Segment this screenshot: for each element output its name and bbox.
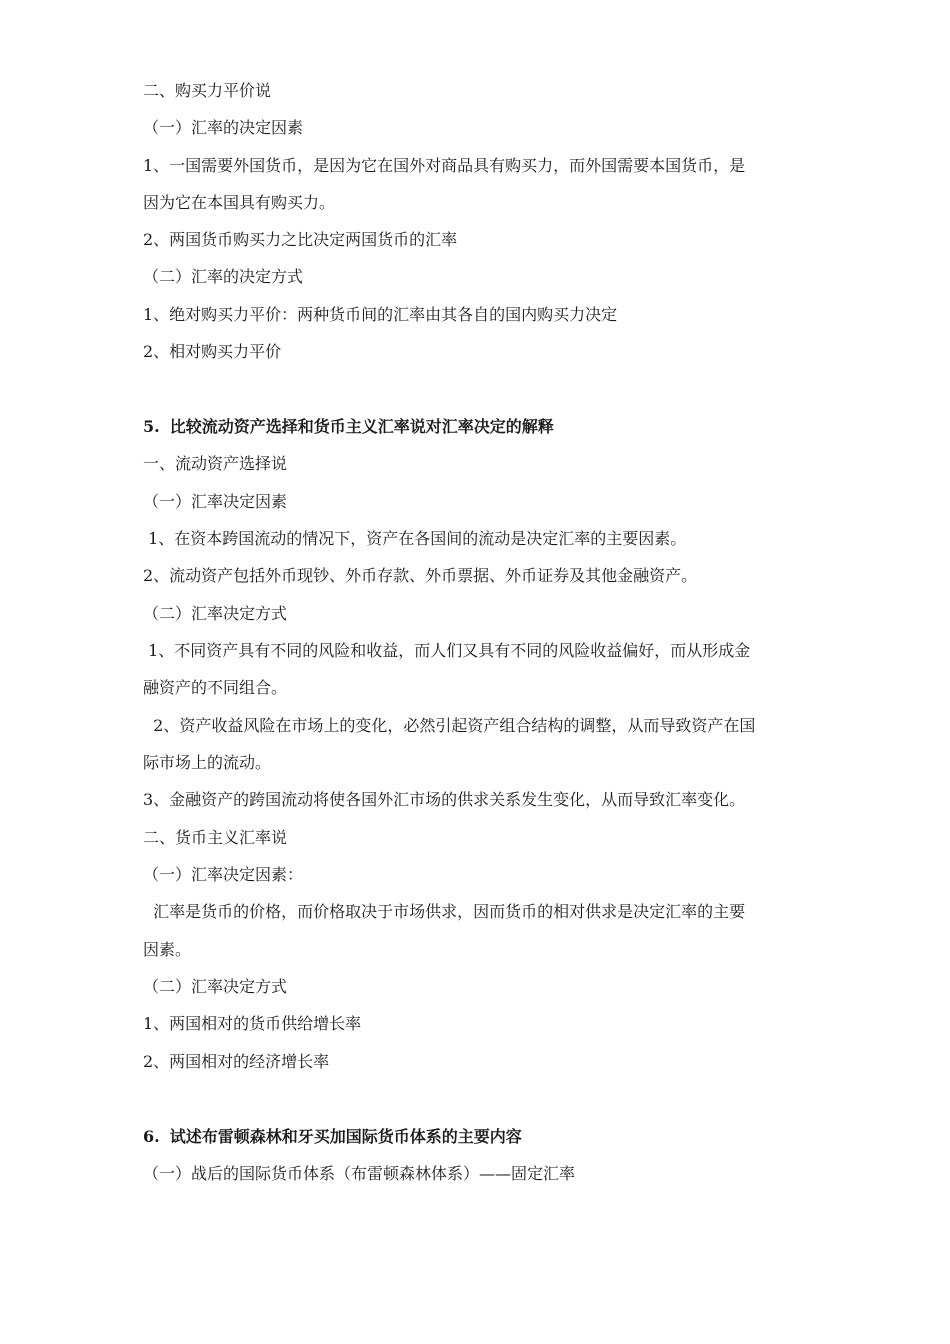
section-5-heading <box>143 416 823 438</box>
paragraph-line: 2、流动资产包括外币现钞、外币存款、外币票据、外币证券及其他金融资产。 <box>143 566 698 585</box>
section-5-title: 比较流动资产选择和货币主义汇率说对汇率决定的解释 <box>169 417 554 436</box>
paragraph-line: 2、两国货币购买力之比决定两国货币的汇率 <box>143 230 458 249</box>
paragraph-line: 融资产的不同组合。 <box>143 678 288 697</box>
section-6-title: 试述布雷顿森林和牙买加国际货币体系的主要内容 <box>169 1127 522 1146</box>
paragraph-line: 3、金融资产的跨国流动将使各国外汇市场的供求关系发生变化，从而导致汇率变化。 <box>143 790 746 809</box>
paragraph-line: 1、两国相对的货币供给增长率 <box>143 1014 362 1033</box>
paragraph-line: 因素。 <box>143 940 192 959</box>
subheading-factors: （一）汇率的决定因素 <box>143 118 304 137</box>
section-5-number: 5. <box>143 417 160 436</box>
subheading-factors: （一）汇率决定因素 <box>143 492 288 511</box>
paragraph-line: 2、相对购买力平价 <box>143 342 282 361</box>
paragraph-line: 2、两国相对的经济增长率 <box>143 1052 330 1071</box>
subheading-method: （二）汇率的决定方式 <box>143 267 304 286</box>
paragraph-line: 1、不同资产具有不同的风险和收益，而人们又具有不同的风险收益偏好，而从形成金 <box>143 641 751 660</box>
paragraph-line: 际市场上的流动。 <box>143 753 272 772</box>
paragraph-line: 1、在资本跨国流动的情况下，资产在各国间的流动是决定汇率的主要因素。 <box>143 529 687 548</box>
subheading-method: （二）汇率决定方式 <box>143 977 288 996</box>
subheading-bretton-woods: （一）战后的国际货币体系（布雷顿森林体系）——固定汇率 <box>143 1164 576 1183</box>
paragraph-line: 1、绝对购买力平价：两种货币间的汇率由其各自的国内购买力决定 <box>143 305 618 324</box>
section-6-number: 6. <box>143 1127 160 1146</box>
paragraph-line: 2、资产收益风险在市场上的变化，必然引起资产组合结构的调整，从而导致资产在国 <box>143 716 756 735</box>
subheading-asset-choice: 一、流动资产选择说 <box>143 454 288 473</box>
subheading-factors: （一）汇率决定因素： <box>143 865 304 884</box>
paragraph-line: 因为它在本国具有购买力。 <box>143 193 336 212</box>
subheading-monetarism: 二、货币主义汇率说 <box>143 828 288 847</box>
subheading-method: （二）汇率决定方式 <box>143 604 288 623</box>
paragraph-line: 1、一国需要外国货币，是因为它在国外对商品具有购买力，而外国需要本国货币，是 <box>143 156 746 175</box>
subheading-ppp: 二、购买力平价说 <box>143 81 272 100</box>
paragraph-line: 汇率是货币的价格，而价格取决于市场供求，因而货币的相对供求是决定汇率的主要 <box>143 902 746 921</box>
section-6-heading <box>143 1126 823 1148</box>
